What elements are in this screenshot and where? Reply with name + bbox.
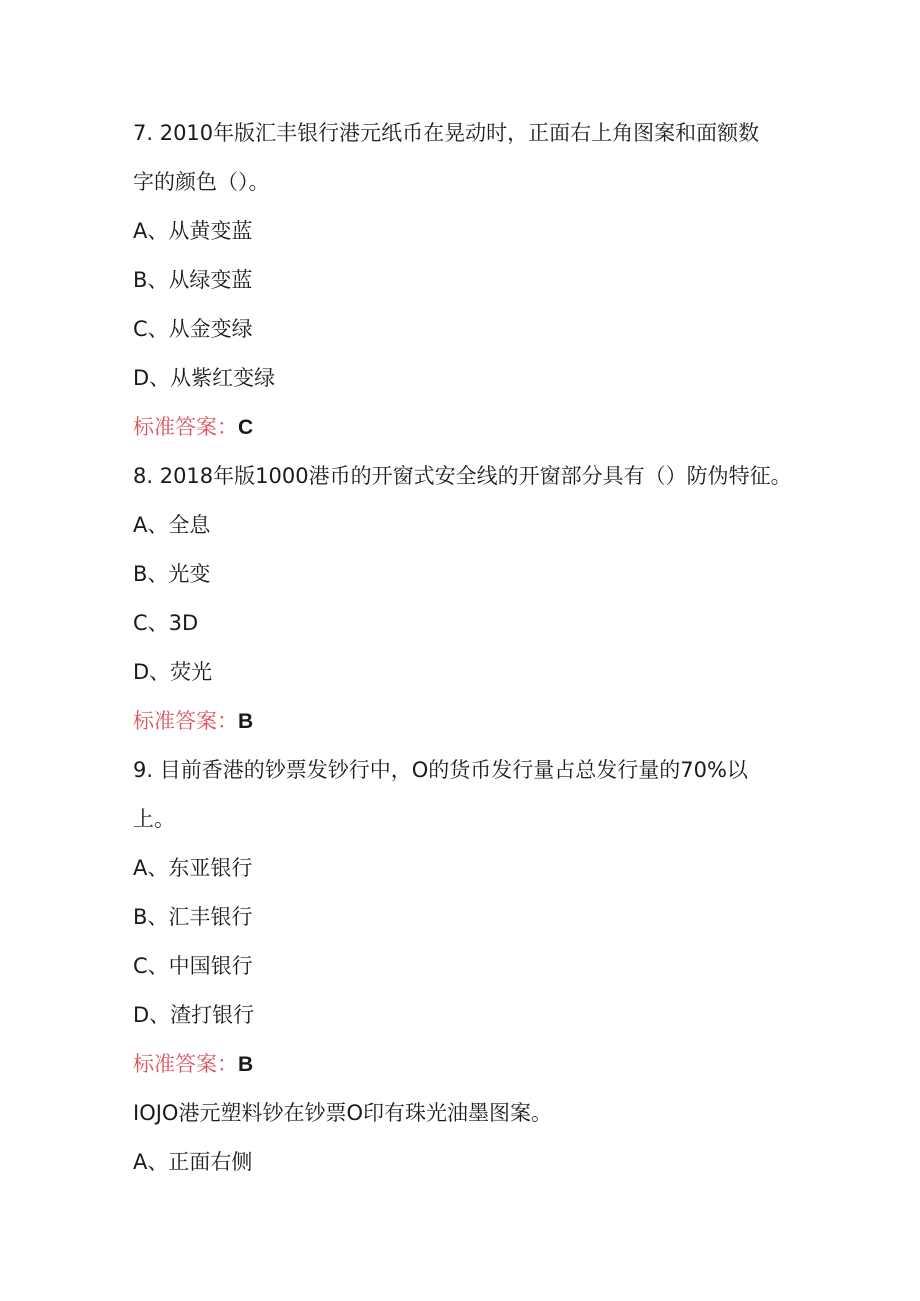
question-7-option-a: A、从黄变蓝 [133, 219, 253, 243]
answer-value: C [238, 416, 254, 439]
question-7-option-b: B、从绿变蓝 [133, 268, 253, 292]
answer-value: B [238, 1053, 254, 1076]
question-8-option-a: A、全息 [133, 513, 211, 537]
question-8-option-c: C、3D [133, 611, 199, 635]
question-8-option-b: B、光变 [133, 562, 211, 586]
question-7-text-line-1: 7. 2010年版汇丰银行港元纸币在晃动时，正面右上角图案和面额数 [133, 121, 760, 145]
question-7-text-line-2: 字的颜色（）。 [133, 170, 270, 194]
question-9-option-b: B、汇丰银行 [133, 905, 253, 929]
answer-label: 标准答案： [133, 415, 238, 439]
question-9-option-d: D、渣打银行 [133, 1003, 255, 1027]
question-8-option-d: D、荧光 [133, 660, 213, 684]
question-9-option-a: A、东亚银行 [133, 856, 253, 880]
question-9-option-c: C、中国银行 [133, 954, 253, 978]
question-7-option-c: C、从金变绿 [133, 317, 253, 341]
question-8-answer [133, 707, 253, 736]
question-7-option-d: D、从紫红变绿 [133, 366, 276, 390]
question-10-text-line-1: IOJO港元塑料钞在钞票O印有珠光油墨图案。 [133, 1101, 552, 1125]
answer-value: B [238, 710, 254, 733]
question-9-answer [133, 1050, 253, 1079]
question-7-answer [133, 413, 253, 442]
question-9-text-line-2: 上。 [133, 807, 175, 831]
answer-label: 标准答案： [133, 709, 238, 733]
question-9-text-line-1: 9. 目前香港的钞票发钞行中，O的货币发行量占总发行量的70%以 [133, 758, 748, 782]
question-8-text-line-1: 8. 2018年版1000港币的开窗式安全线的开窗部分具有（）防伪特征。 [133, 464, 792, 488]
question-10-option-a: A、正面右侧 [133, 1150, 253, 1174]
answer-label: 标准答案： [133, 1052, 238, 1076]
